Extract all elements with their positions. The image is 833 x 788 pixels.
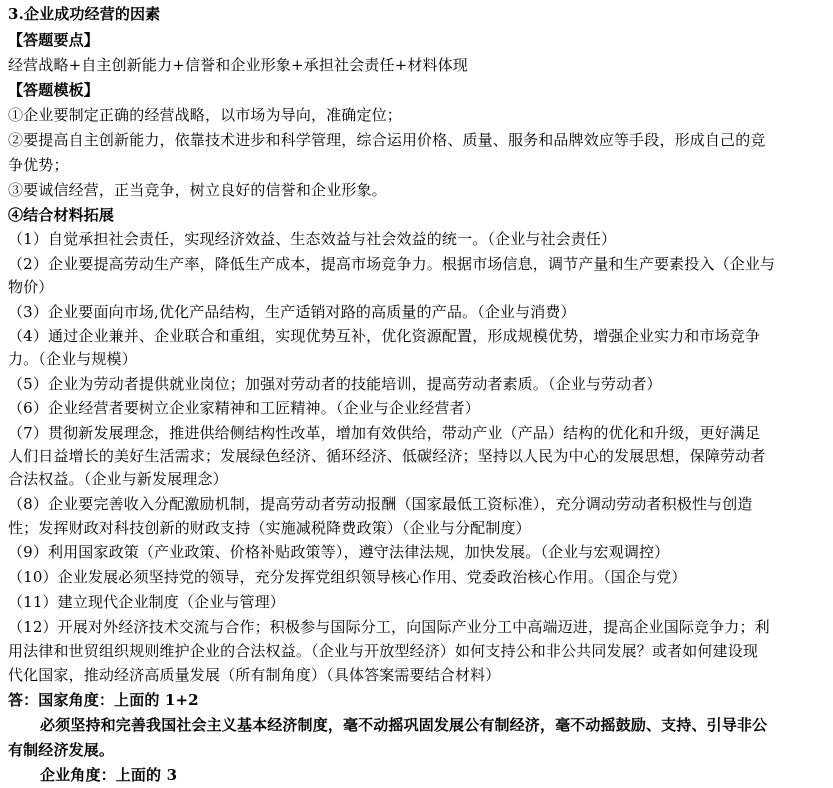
material-item-12-line2: 用法律和世贸组织规则维护企业的合法权益。（企业与开放型经济）如何支持公和非公共同发展？或者如何建设现 <box>8 642 759 660</box>
answer-body-line2: 有制经济发展。 <box>8 741 115 759</box>
material-item-1: （1）自觉承担社会责任，实现经济效益、生态效益与社会效益的统一。（企业与社会责任） <box>8 230 617 248</box>
material-item-7-line1: （7）贯彻新发展理念，推进供给侧结构性改革，增加有效供给，带动产业（产品）结构的优化和升级，更好满足 <box>8 424 761 442</box>
material-item-8-line2: 性；发挥财政对科技创新的财政支持（实施减税降费政策）（企业与分配制度） <box>8 519 531 537</box>
points-text: 经营战略+自主创新能力+信誉和企业形象+承担社会责任+材料体现 <box>8 56 468 74</box>
material-heading: ④结合材料拓展 <box>8 206 115 224</box>
template-item-3: ③要诚信经营，正当竞争，树立良好的信誉和企业形象。 <box>8 181 387 199</box>
answer-body-line1: 必须坚持和完善我国社会主义基本经济制度，毫不动摇巩固发展公有制经济，毫不动摇鼓励、支持、引导非公 <box>40 716 768 734</box>
material-item-2-line1: （2）企业要提高劳动生产率，降低生产成本，提高市场竞争力。根据市场信息，调节产量和生产要素投入（企业与 <box>8 255 776 273</box>
material-item-7-line3: 合法权益。（企业与新发展理念） <box>8 470 228 488</box>
material-item-11: （11）建立现代企业制度（企业与管理） <box>8 593 285 611</box>
template-item-2-line1: ②要提高自主创新能力，依靠技术进步和科学管理，综合运用价格、质量、服务和品牌效应等手段，形成自己的竞 <box>8 131 766 149</box>
template-heading: 【答题模板】 <box>8 81 99 99</box>
material-item-7-line2: 人们日益增长的美好生活需求；发展绿色经济、循环经济、低碳经济；坚持以人民为中心的发展思想，保障劳动者 <box>8 447 766 465</box>
material-item-12-line3: 代化国家，推动经济高质量发展（所有制角度）（具体答案需要结合材料） <box>8 666 501 684</box>
material-item-4-line2: 力。（企业与规模） <box>8 350 137 368</box>
material-item-2-line2: 物价） <box>8 278 54 296</box>
section-title: 3.企业成功经营的因素 <box>8 5 161 23</box>
material-item-9: （9）利用国家政策（产业政策、价格补贴政策等），遵守法律法规，加快发展。（企业与宏观调控） <box>8 543 670 561</box>
material-item-8-line1: （8）企业要完善收入分配激励机制，提高劳动者劳动报酬（国家最低工资标准），充分调动劳动者积极性与创造 <box>8 495 753 513</box>
material-item-5: （5）企业为劳动者提供就业岗位；加强对劳动者的技能培训，提高劳动者素质。（企业与劳动者） <box>8 375 662 393</box>
template-item-2-line2: 争优势； <box>8 156 69 174</box>
material-item-3: （3）企业要面向市场,优化产品结构，生产适销对路的高质量的产品。（企业与消费） <box>8 303 576 321</box>
material-item-12-line1: （12）开展对外经济技术交流与合作；积极参与国际分工，向国际产业分工中高端迈进，提高企业国际竞争力；利 <box>8 618 770 636</box>
answer-enterprise-perspective: 企业角度：上面的 3 <box>40 766 178 784</box>
material-item-10: （10）企业发展必须坚持党的领导，充分发挥党组织领导核心作用、党委政治核心作用。（国企与党） <box>8 568 687 586</box>
template-item-1: ①企业要制定正确的经营战略，以市场为导向，准确定位； <box>8 106 402 124</box>
points-heading: 【答题要点】 <box>8 31 99 49</box>
material-item-4-line1: （4）通过企业兼并、企业联合和重组，实现优势互补，优化资源配置，形成规模优势，增强企业实力和市场竞争 <box>8 327 761 345</box>
material-item-6: （6）企业经营者要树立企业家精神和工匠精神。（企业与企业经营者） <box>8 399 480 417</box>
answer-national-perspective: 答：国家角度：上面的 1+2 <box>8 691 199 709</box>
